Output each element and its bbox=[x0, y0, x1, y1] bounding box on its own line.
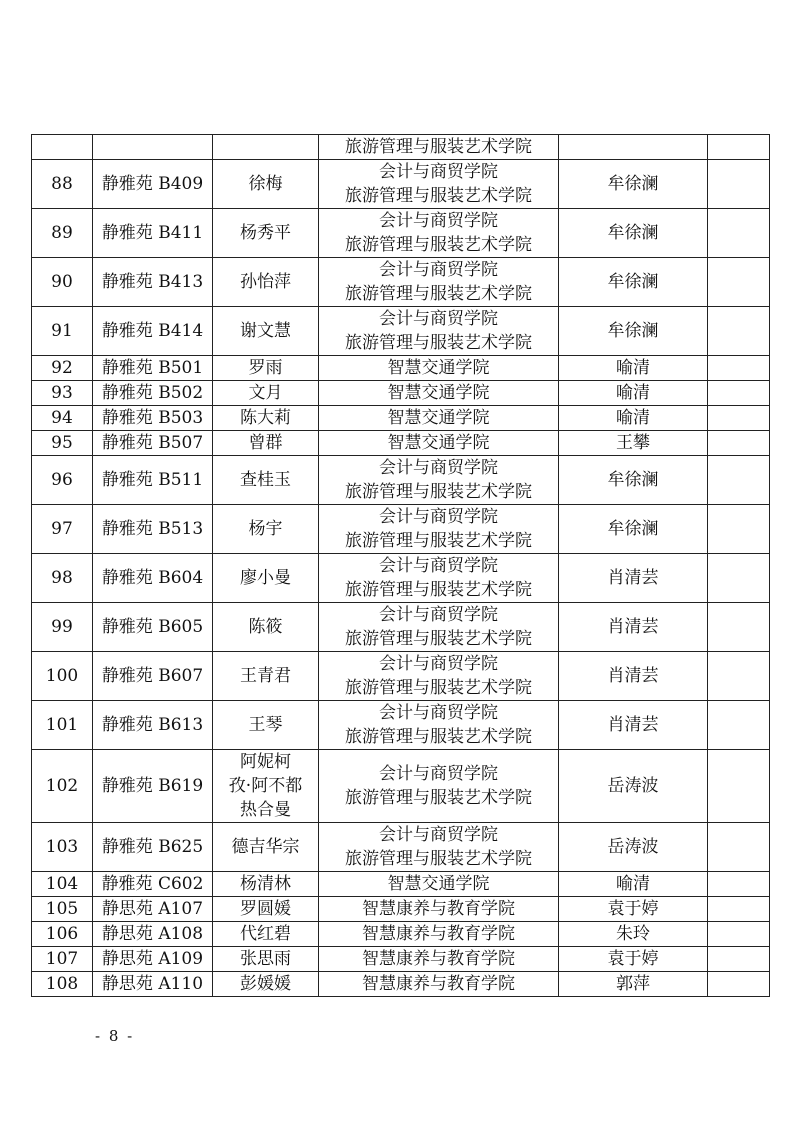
cell-college-line: 智慧交通学院 bbox=[387, 358, 490, 378]
cell-room: 静雅苑 B605 bbox=[93, 603, 213, 652]
cell-name-line: 孙怡萍 bbox=[240, 272, 291, 292]
table-row bbox=[32, 258, 770, 307]
cell-note bbox=[708, 947, 770, 972]
cell-note bbox=[708, 872, 770, 897]
cell-name-line: 廖小曼 bbox=[240, 568, 291, 588]
table-row bbox=[32, 554, 770, 603]
cell-room: 静雅苑 C602 bbox=[93, 872, 213, 897]
cell-counselor: 袁于婷 bbox=[559, 947, 708, 972]
cell-college-line: 会计与商贸学院 bbox=[379, 825, 498, 845]
cell-counselor: 牟徐澜 bbox=[559, 505, 708, 554]
cell-college bbox=[319, 947, 559, 972]
cell-name-line: 罗雨 bbox=[248, 358, 283, 378]
cell-name bbox=[213, 947, 319, 972]
cell-room: 静雅苑 B607 bbox=[93, 652, 213, 701]
cell-room: 静思苑 A109 bbox=[93, 947, 213, 972]
cell-room: 静雅苑 B613 bbox=[93, 701, 213, 750]
cell-counselor: 喻清 bbox=[559, 872, 708, 897]
cell-room: 静思苑 A110 bbox=[93, 972, 213, 997]
cell-college-line: 智慧交通学院 bbox=[387, 433, 490, 453]
cell-note bbox=[708, 381, 770, 406]
cell-name-line: 热合曼 bbox=[240, 800, 291, 820]
cell-name bbox=[213, 456, 319, 505]
cell-note bbox=[708, 307, 770, 356]
cell-note bbox=[708, 209, 770, 258]
cell-counselor: 牟徐澜 bbox=[559, 456, 708, 505]
cell-name-line: 查桂玉 bbox=[240, 470, 291, 490]
cell-name bbox=[213, 750, 319, 823]
cell-number: 96 bbox=[32, 456, 93, 505]
cell-name bbox=[213, 872, 319, 897]
cell-college-line: 智慧交通学院 bbox=[387, 408, 490, 428]
cell-college-line: 旅游管理与服装艺术学院 bbox=[345, 727, 532, 747]
cell-college-line: 旅游管理与服装艺术学院 bbox=[345, 186, 532, 206]
cell-number: 104 bbox=[32, 872, 93, 897]
cell-counselor: 肖清芸 bbox=[559, 554, 708, 603]
cell-college bbox=[319, 160, 559, 209]
table-row bbox=[32, 750, 770, 823]
cell-room bbox=[93, 135, 213, 160]
cell-note bbox=[708, 922, 770, 947]
table-row bbox=[32, 701, 770, 750]
cell-name bbox=[213, 381, 319, 406]
cell-counselor: 郭萍 bbox=[559, 972, 708, 997]
cell-room: 静雅苑 B503 bbox=[93, 406, 213, 431]
cell-name bbox=[213, 554, 319, 603]
cell-room: 静思苑 A107 bbox=[93, 897, 213, 922]
cell-college-line: 智慧交通学院 bbox=[387, 874, 490, 894]
table-row bbox=[32, 505, 770, 554]
cell-college bbox=[319, 750, 559, 823]
cell-name bbox=[213, 160, 319, 209]
cell-counselor: 喻清 bbox=[559, 406, 708, 431]
cell-name bbox=[213, 356, 319, 381]
cell-number: 101 bbox=[32, 701, 93, 750]
cell-name bbox=[213, 972, 319, 997]
cell-college-line: 旅游管理与服装艺术学院 bbox=[345, 333, 532, 353]
table-row bbox=[32, 972, 770, 997]
page-number: - 8 - bbox=[95, 1027, 135, 1045]
cell-college-line: 旅游管理与服装艺术学院 bbox=[345, 849, 532, 869]
table-row bbox=[32, 209, 770, 258]
cell-number: 106 bbox=[32, 922, 93, 947]
cell-counselor: 王攀 bbox=[559, 431, 708, 456]
cell-number: 108 bbox=[32, 972, 93, 997]
cell-number: 103 bbox=[32, 823, 93, 872]
cell-name-line: 王琴 bbox=[248, 715, 283, 735]
cell-room: 静雅苑 B507 bbox=[93, 431, 213, 456]
cell-name-line: 孜·阿不都 bbox=[228, 776, 303, 796]
cell-college bbox=[319, 456, 559, 505]
cell-counselor: 岳涛波 bbox=[559, 823, 708, 872]
cell-note bbox=[708, 356, 770, 381]
cell-number: 107 bbox=[32, 947, 93, 972]
cell-note bbox=[708, 554, 770, 603]
cell-room: 静雅苑 B411 bbox=[93, 209, 213, 258]
table-row bbox=[32, 381, 770, 406]
cell-room: 静思苑 A108 bbox=[93, 922, 213, 947]
cell-name bbox=[213, 209, 319, 258]
cell-name-line: 阿妮柯 bbox=[240, 752, 291, 772]
cell-room: 静雅苑 B413 bbox=[93, 258, 213, 307]
cell-counselor: 岳涛波 bbox=[559, 750, 708, 823]
cell-counselor: 牟徐澜 bbox=[559, 209, 708, 258]
cell-college bbox=[319, 872, 559, 897]
cell-note bbox=[708, 456, 770, 505]
cell-college bbox=[319, 554, 559, 603]
cell-room: 静雅苑 B513 bbox=[93, 505, 213, 554]
cell-name-line: 文月 bbox=[248, 383, 283, 403]
table-row bbox=[32, 947, 770, 972]
cell-college bbox=[319, 922, 559, 947]
cell-college-line: 旅游管理与服装艺术学院 bbox=[345, 629, 532, 649]
cell-name-line: 罗圆媛 bbox=[240, 899, 291, 919]
cell-college bbox=[319, 823, 559, 872]
cell-note bbox=[708, 701, 770, 750]
table-row bbox=[32, 603, 770, 652]
cell-name-line: 杨清林 bbox=[240, 874, 291, 894]
cell-number: 102 bbox=[32, 750, 93, 823]
cell-college-line: 智慧康养与教育学院 bbox=[362, 899, 515, 919]
cell-counselor: 喻清 bbox=[559, 356, 708, 381]
dormitory-table bbox=[31, 134, 770, 997]
cell-counselor: 肖清芸 bbox=[559, 652, 708, 701]
cell-name-line: 张思雨 bbox=[240, 949, 291, 969]
cell-college bbox=[319, 603, 559, 652]
table-row bbox=[32, 456, 770, 505]
table-row bbox=[32, 135, 770, 160]
cell-note bbox=[708, 897, 770, 922]
cell-college-line: 旅游管理与服装艺术学院 bbox=[345, 284, 532, 304]
cell-college-line: 会计与商贸学院 bbox=[379, 764, 498, 784]
cell-room: 静雅苑 B409 bbox=[93, 160, 213, 209]
cell-college-line: 会计与商贸学院 bbox=[379, 162, 498, 182]
cell-college bbox=[319, 356, 559, 381]
cell-room: 静雅苑 B501 bbox=[93, 356, 213, 381]
table-row bbox=[32, 872, 770, 897]
cell-college bbox=[319, 972, 559, 997]
cell-number: 94 bbox=[32, 406, 93, 431]
cell-name bbox=[213, 406, 319, 431]
cell-college bbox=[319, 307, 559, 356]
cell-note bbox=[708, 431, 770, 456]
cell-number: 100 bbox=[32, 652, 93, 701]
cell-number: 92 bbox=[32, 356, 93, 381]
cell-number: 105 bbox=[32, 897, 93, 922]
cell-number: 98 bbox=[32, 554, 93, 603]
cell-room: 静雅苑 B625 bbox=[93, 823, 213, 872]
cell-name bbox=[213, 701, 319, 750]
cell-number: 91 bbox=[32, 307, 93, 356]
cell-note bbox=[708, 603, 770, 652]
table-row bbox=[32, 823, 770, 872]
cell-note bbox=[708, 972, 770, 997]
cell-name-line: 陈筱 bbox=[248, 617, 283, 637]
cell-college-line: 会计与商贸学院 bbox=[379, 703, 498, 723]
cell-number: 99 bbox=[32, 603, 93, 652]
cell-college bbox=[319, 897, 559, 922]
cell-college-line: 会计与商贸学院 bbox=[379, 458, 498, 478]
cell-college-line: 智慧康养与教育学院 bbox=[362, 974, 515, 994]
cell-college-line: 智慧康养与教育学院 bbox=[362, 924, 515, 944]
cell-room: 静雅苑 B414 bbox=[93, 307, 213, 356]
cell-college-line: 旅游管理与服装艺术学院 bbox=[345, 482, 532, 502]
table-row bbox=[32, 307, 770, 356]
cell-number: 89 bbox=[32, 209, 93, 258]
cell-name bbox=[213, 897, 319, 922]
cell-name-line: 徐梅 bbox=[248, 174, 283, 194]
cell-number: 97 bbox=[32, 505, 93, 554]
cell-college-line: 旅游管理与服装艺术学院 bbox=[345, 137, 532, 157]
cell-name-line: 曾群 bbox=[248, 433, 283, 453]
table-row bbox=[32, 406, 770, 431]
cell-college-line: 会计与商贸学院 bbox=[379, 556, 498, 576]
table-row bbox=[32, 431, 770, 456]
cell-name bbox=[213, 922, 319, 947]
cell-college-line: 旅游管理与服装艺术学院 bbox=[345, 678, 532, 698]
cell-room: 静雅苑 B511 bbox=[93, 456, 213, 505]
cell-college-line: 旅游管理与服装艺术学院 bbox=[345, 788, 532, 808]
cell-counselor: 牟徐澜 bbox=[559, 258, 708, 307]
cell-counselor: 牟徐澜 bbox=[559, 160, 708, 209]
cell-name bbox=[213, 431, 319, 456]
cell-name-line: 德吉华宗 bbox=[231, 837, 300, 857]
cell-college-line: 旅游管理与服装艺术学院 bbox=[345, 580, 532, 600]
cell-note bbox=[708, 652, 770, 701]
cell-number: 90 bbox=[32, 258, 93, 307]
table-row bbox=[32, 356, 770, 381]
cell-counselor: 袁于婷 bbox=[559, 897, 708, 922]
cell-college bbox=[319, 701, 559, 750]
cell-counselor: 牟徐澜 bbox=[559, 307, 708, 356]
table-row bbox=[32, 897, 770, 922]
cell-name-line: 谢文慧 bbox=[240, 321, 291, 341]
cell-college-line: 会计与商贸学院 bbox=[379, 211, 498, 231]
cell-note bbox=[708, 160, 770, 209]
cell-counselor bbox=[559, 135, 708, 160]
cell-name bbox=[213, 135, 319, 160]
cell-college bbox=[319, 431, 559, 456]
cell-college-line: 会计与商贸学院 bbox=[379, 654, 498, 674]
cell-name bbox=[213, 505, 319, 554]
cell-college-line: 会计与商贸学院 bbox=[379, 507, 498, 527]
cell-college-line: 旅游管理与服装艺术学院 bbox=[345, 531, 532, 551]
cell-number: 93 bbox=[32, 381, 93, 406]
cell-number: 88 bbox=[32, 160, 93, 209]
cell-name bbox=[213, 258, 319, 307]
table-row bbox=[32, 652, 770, 701]
cell-note bbox=[708, 750, 770, 823]
cell-counselor: 肖清芸 bbox=[559, 701, 708, 750]
cell-college bbox=[319, 209, 559, 258]
cell-college bbox=[319, 652, 559, 701]
cell-room: 静雅苑 B502 bbox=[93, 381, 213, 406]
cell-note bbox=[708, 505, 770, 554]
cell-note bbox=[708, 258, 770, 307]
cell-room: 静雅苑 B619 bbox=[93, 750, 213, 823]
cell-college bbox=[319, 135, 559, 160]
cell-college bbox=[319, 258, 559, 307]
cell-room: 静雅苑 B604 bbox=[93, 554, 213, 603]
cell-name bbox=[213, 823, 319, 872]
cell-college-line: 会计与商贸学院 bbox=[379, 605, 498, 625]
cell-college-line: 会计与商贸学院 bbox=[379, 260, 498, 280]
cell-college bbox=[319, 505, 559, 554]
cell-name bbox=[213, 307, 319, 356]
cell-name bbox=[213, 603, 319, 652]
cell-college bbox=[319, 406, 559, 431]
cell-counselor: 喻清 bbox=[559, 381, 708, 406]
cell-name bbox=[213, 652, 319, 701]
cell-counselor: 朱玲 bbox=[559, 922, 708, 947]
cell-college-line: 智慧康养与教育学院 bbox=[362, 949, 515, 969]
cell-number bbox=[32, 135, 93, 160]
cell-name-line: 彭媛媛 bbox=[240, 974, 291, 994]
cell-name-line: 杨秀平 bbox=[240, 223, 291, 243]
cell-college-line: 智慧交通学院 bbox=[387, 383, 490, 403]
cell-counselor: 肖清芸 bbox=[559, 603, 708, 652]
cell-note bbox=[708, 406, 770, 431]
cell-college-line: 旅游管理与服装艺术学院 bbox=[345, 235, 532, 255]
cell-college bbox=[319, 381, 559, 406]
cell-college-line: 会计与商贸学院 bbox=[379, 309, 498, 329]
table-row bbox=[32, 922, 770, 947]
cell-name-line: 陈大莉 bbox=[240, 408, 291, 428]
cell-note bbox=[708, 135, 770, 160]
cell-name-line: 王青君 bbox=[240, 666, 291, 686]
cell-name-line: 代红碧 bbox=[240, 924, 291, 944]
cell-number: 95 bbox=[32, 431, 93, 456]
cell-name-line: 杨宇 bbox=[248, 519, 283, 539]
table-row bbox=[32, 160, 770, 209]
cell-note bbox=[708, 823, 770, 872]
